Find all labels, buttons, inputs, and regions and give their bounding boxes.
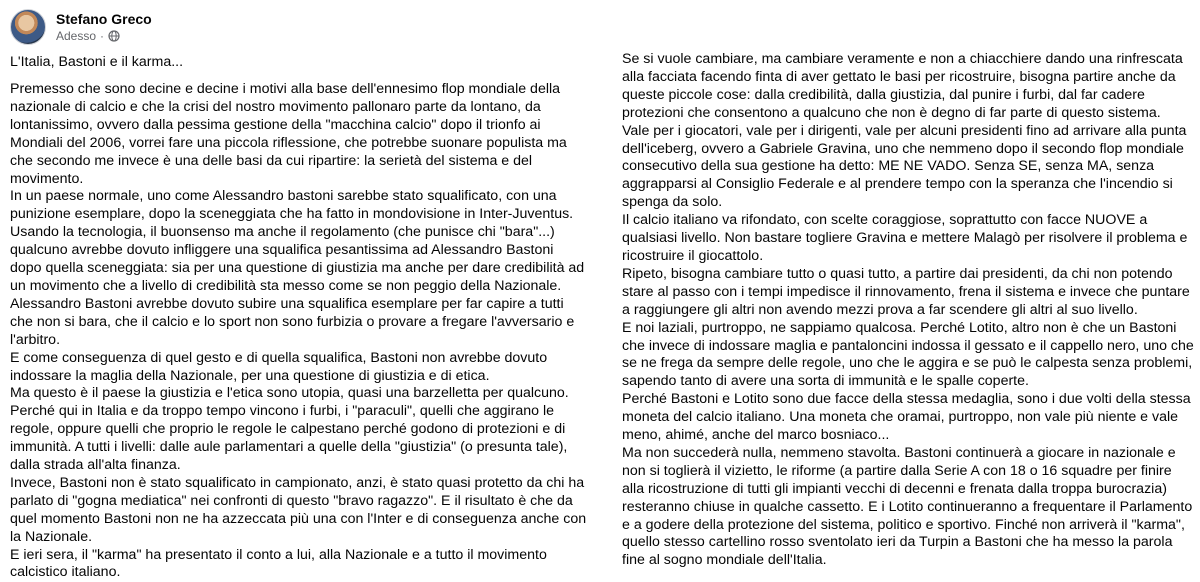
post-paragraph: Vale per i giocatori, vale per i dirigenti, vale per alcuni presidenti fino ad arrivare alla punta dell'iceberg, ovvero a Gabriele Gravina, uno che nemmeno dopo il secondo flop mondiale consecutivo della sua gestione ha detto: ME NE VADO. Senza SE, senza MA, senza aggrapparsi al Consiglio Federale e al prendere tempo con la speranza che l'incendio si spenga da solo.	[622, 122, 1187, 211]
author-name[interactable]: Stefano Greco	[56, 11, 152, 27]
post-paragraph: Se si vuole cambiare, ma cambiare veramente e non a chiacchiere dando una rinfrescata alla facciata facendo finta di aver gettato le basi per ricostruire, bisogna partire anche da queste piccole cose: dalla credibilità, dalla giustizia, dal punire i furbi, dal far cadere protezioni che consentono a qualcuno che non è degno di far parte di questo sistema.	[622, 51, 1183, 121]
post-meta	[56, 28, 152, 44]
post-paragraph: Il calcio italiano va rifondato, con scelte coraggiose, soprattutto con facce NUOVE a qualsiasi livello. Non bastare togliere Gravina e mettere Malagò per risolvere il problema e ricostruire il giocattolo.	[622, 212, 1188, 264]
post-timestamp[interactable]: Adesso	[56, 29, 97, 43]
post-paragraph: Ripeto, bisogna cambiare tutto o quasi tutto, a partire dai presidenti, da chi non potendo stare al passo con i tempi impedisce il rinnovamento, frena il sistema e invece che puntare a raggiungere gli altri non avendo mezzi prova a far scendere gli altri al suo livello.	[622, 265, 1190, 318]
post-header	[10, 8, 152, 46]
post-body-right	[622, 51, 1194, 570]
post-title: L'Italia, Bastoni e il karma...	[10, 54, 184, 70]
panel-divider	[594, 0, 612, 527]
globe-icon[interactable]	[108, 30, 120, 42]
post-paragraph: Usando la tecnologia, il buonsenso ma anche il regolamento (che punisce chi "bara"...) qualcuno avrebbe dovuto infliggere una squalifica pesantissima ad Alessandro Bastoni dopo quella sceneggiata: sia per una questione di giustizia ma anche per dare credibilità ad un movimento che a livello di credibilità sta messo come se non peggio della Nazionale.	[10, 224, 585, 294]
post-paragraph: Ma non succederà nulla, nemmeno stavolta. Bastoni continuerà a giocare in nazionale e non si toglierà il vizietto, le riforme (a partire dalla Serie A con 18 o 16 squadre per finire alla ricostruzione di tutti gli impianti vecchi di decenni e frenata dalla troppa burocrazia) resteranno chiuse in qualche cassetto. E i Lotito continueranno a frequentare il Parlamento e a godere della protezione del sistema, politico e sportivo. Finché non arriverà il "karma", quello stesso cartellino rosso sventolato ieri da Turpin a Bastoni che ha messo la parola fine al sogno mondiale dell'Italia.	[622, 444, 1193, 569]
author-block	[56, 10, 152, 44]
post-paragraph: Premesso che sono decine e decine i motivi alla base dell'ennesimo flop mondiale della nazionale di calcio e che la crisi del nostro movimento pallonaro parte da lontano, da lontanissimo, ovvero dalla pessima gestione della "macchina calcio" dopo il trionfo ai Mondiali del 2006, vorrei fare una piccola riflessione, che potrebbe suonare populista ma che secondo me invece è una delle basi da cui ripartire: la serietà del sistema e del movimento.	[10, 81, 567, 187]
post-body-left	[10, 81, 588, 582]
post-paragraph: Alessandro Bastoni avrebbe dovuto subire una squalifica esemplare per far capire a tutti che non si bara, che il calcio e lo sport non sono furbizia o provare a fregare l'avversario e l'arbitro.	[10, 295, 575, 348]
post-paragraph: In un paese normale, uno come Alessandro bastoni sarebbe stato squalificato, con una punizione esemplare, dopo la sceneggiata che ha fatto in mondovisione in Inter-Juventus.	[10, 188, 574, 223]
post-paragraph: Ma questo è il paese la giustizia e l'etica sono utopia, quasi una barzelletta per qualcuno.	[10, 385, 569, 402]
post-paragraph: Perché qui in Italia e da troppo tempo vincono i furbi, i "paraculi", quelli che aggirano le regole, oppure quelli che proprio le regole le calpestano perché godono di protezioni e di immunità. A tutti i livelli: dalle aule parlamentari a quelle della "giustizia" (o presunta tale), dalla strada all'alta finanza.	[10, 403, 568, 474]
post-paragraph: E come conseguenza di quel gesto e di quella squalifica, Bastoni non avrebbe dovuto indossare la maglia della Nazionale, per una questione di giustizia e di etica.	[10, 349, 548, 384]
post-panel-right	[612, 0, 1200, 569]
meta-separator: ·	[100, 29, 105, 43]
post-paragraph: E ieri sera, il "karma" ha presentato il conto a lui, alla Nazionale e a tutto il movimento calcistico italiano.	[10, 546, 547, 581]
post-panel-left	[0, 0, 594, 581]
post-paragraph: Perché Bastoni e Lotito sono due facce della stessa medaglia, sono i due volti della stessa moneta del calcio italiano. Una moneta che oramai, purtroppo, non vale più niente e vale meno, ahimé, anche del marco bosniaco...	[622, 391, 1191, 444]
post-paragraph: E noi laziali, purtroppo, ne sappiamo qualcosa. Perché Lotito, altro non è che un Bastoni che invece di indossare maglia e pantaloncini indossa il gessato e il cappello nero, uno che se ne frega da sempre delle regole, uno che le aggira e se può le calpesta senza problemi, sapendo tanto di avere una sorta di immunità e le spalle coperte.	[622, 319, 1194, 390]
avatar[interactable]	[10, 9, 46, 45]
post-paragraph: Invece, Bastoni non è stato squalificato in campionato, anzi, è stato quasi protetto da chi ha parlato di "gogna mediatica" nei confronti di questo "bravo ragazzo". E il risultato è che da quel momento Bastoni non ne ha azzeccata più una con l'Inter e di conseguenza anche con la Nazionale.	[10, 474, 587, 545]
